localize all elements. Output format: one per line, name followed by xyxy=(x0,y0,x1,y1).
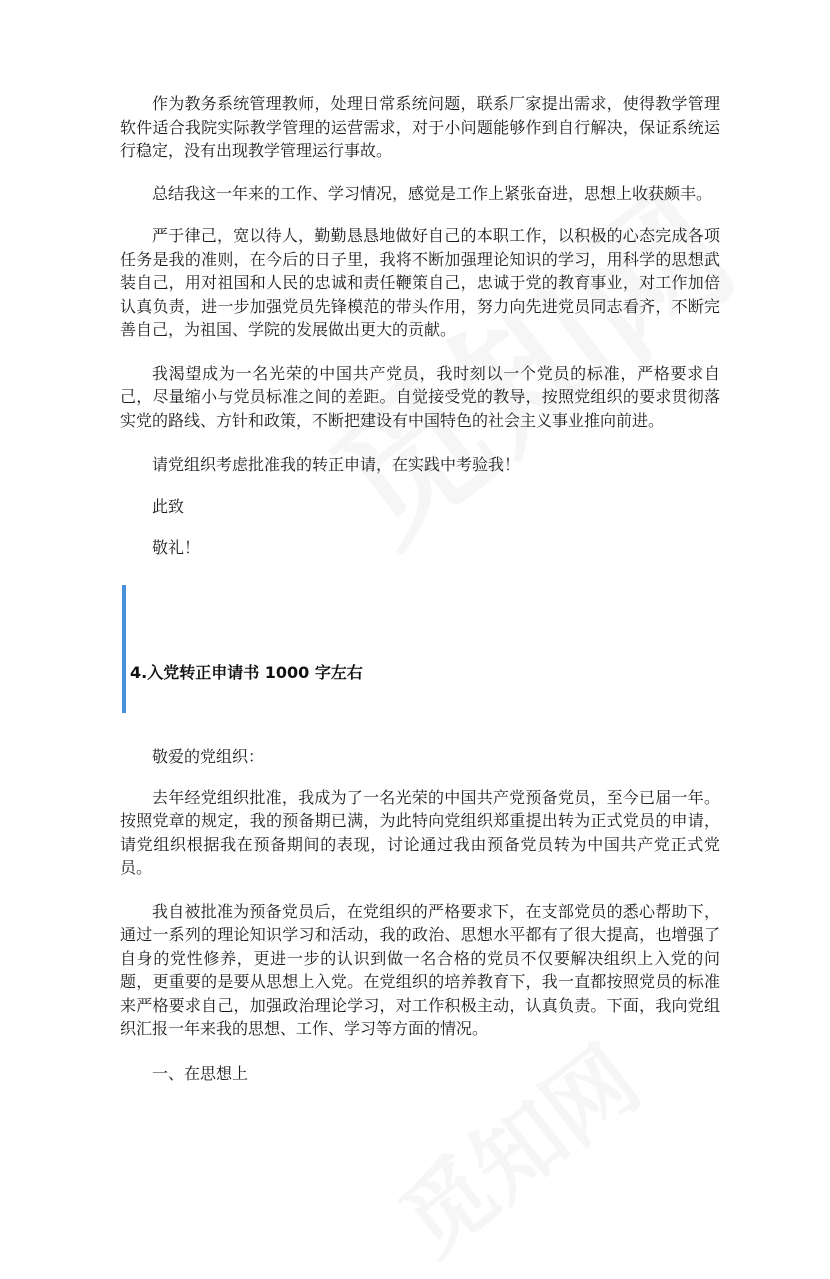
subheading-thought: 一、在思想上 xyxy=(152,1063,249,1083)
paragraph: 去年经党组织批准，我成为了一名光荣的中国共产党预备党员，至今已届一年。按照党章的规定，我的预备期已满，为此特向党组织郑重提出转为正式党员的申请，请党组织根据我在预备期间的表现，讨论通过我由预备党员转为中国共产党正式党员。 xyxy=(120,787,720,877)
section-1-body xyxy=(120,92,720,560)
salutation-ci-zhi: 此致 xyxy=(152,496,185,516)
paragraph: 我自被批准为预备党员后，在党组织的严格要求下，在支部党员的悉心帮助下，通过一系列的理论知识学习和活动，我的政治、思想水平都有了很大提高，也增强了自身的党性修养，更进一步的认识到做一名合格的党员不仅要解决组织上入党的问题，更重要的是要从思想上入党。在党组织的培养教育下，我一直都按照党员的标准来严格要求自己，加强政治理论学习，对工作积极主动，认真负责。下面，我向党组织汇报一年来我的思想、工作、学习等方面的情况。 xyxy=(120,901,720,1038)
heading-accent-bar xyxy=(122,585,126,713)
section-2-body xyxy=(120,745,720,1085)
paragraph: 我渴望成为一名光荣的中国共产党员，我时刻以一个党员的标准，严格要求自己，尽量缩小与党员标准之间的差距。自觉接受党的教导，按照党组织的要求贯彻落实党的路线、方针和政策，不断把建设有中国特色的社会主义事业推向前进。 xyxy=(120,363,720,430)
salutation-jing-li: 敬礼！ xyxy=(152,538,201,557)
paragraph: 请党组织考虑批准我的转正申请，在实践中考验我！ xyxy=(152,455,521,474)
paragraph: 总结我这一年来的工作、学习情况，感觉是工作上紧张奋进，思想上收获颇丰。 xyxy=(152,183,713,203)
greeting: 敬爱的党组织： xyxy=(152,747,265,766)
paragraph: 严于律己，宽以待人，勤勤恳恳地做好自己的本职工作，以积极的心态完成各项任务是我的准则，在今后的日子里，我将不断加强理论知识的学习，用科学的思想武装自己，用对祖国和人民的忠诚和责任鞭策自己，忠诚于党的教育事业，对工作加倍认真负责，进一步加强党员先锋模范的带头作用，努力向先进党员同志看齐，不断完善自己，为祖国、学院的发展做出更大的贡献。 xyxy=(120,226,720,339)
heading-title: 4.入党转正申请书 1000 字左右 xyxy=(130,663,363,682)
paragraph: 作为教务系统管理教师，处理日常系统问题，联系厂家提出需求，使得教学管理软件适合我院实际教学管理的运营需求，对于小问题能够作到自行解决，保证系统运行稳定，没有出现教学管理运行事故。 xyxy=(120,94,720,160)
section-heading xyxy=(122,585,722,713)
